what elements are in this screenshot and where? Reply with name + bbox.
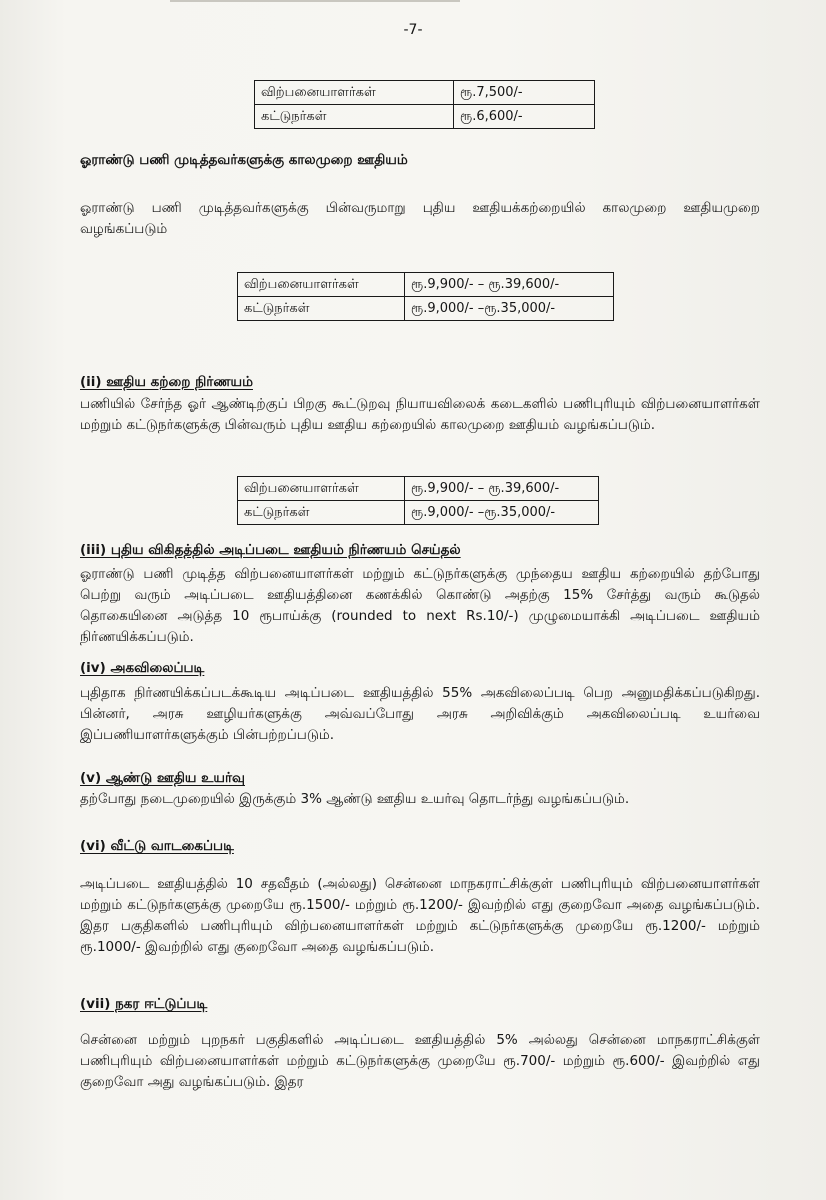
table-cell-value: ரூ.7,500/- xyxy=(454,81,595,105)
salary-table-one-year xyxy=(237,272,614,321)
table-row xyxy=(238,297,614,321)
section-heading-one-year: ஓராண்டு பணி முடித்தவர்களுக்கு காலமுறை ஊதியம் xyxy=(80,152,408,168)
table-cell-label: கட்டுநர்கள் xyxy=(238,297,405,321)
salary-table-pay-scale xyxy=(237,476,599,525)
table-row xyxy=(238,501,599,525)
table-cell-value: ரூ.9,900/- – ரூ.39,600/- xyxy=(405,477,599,501)
section-heading-iii: (iii) புதிய விகிதத்தில் அடிப்படை ஊதியம் நிர்ணயம் செய்தல் xyxy=(80,542,461,558)
section-text-one-year: ஓராண்டு பணி முடித்தவர்களுக்கு பின்வருமாறு புதிய ஊதியக்கற்றையில் காலமுறை ஊதியமுறை வழங்கப்படும் xyxy=(80,200,760,237)
section-text-iv: புதிதாக நிர்ணயிக்கப்படக்கூடிய அடிப்படை ஊதியத்தில் 55% அகவிலைப்படி பெற அனுமதிக்கப்படுகிறது. பின்னர், அரசு ஊழியர்களுக்கு அவ்வப்போது அரசு அறிவிக்கும் அகவிலைப்படி உயர்வை இப்பணியாளர்களுக்கும் பின்பற்றப்படும். xyxy=(80,685,760,743)
table-cell-value: ரூ.9,900/- – ரூ.39,600/- xyxy=(405,273,614,297)
section-heading-ii: (ii) ஊதிய கற்றை நிர்ணயம் xyxy=(80,374,253,390)
section-heading-iv: (iv) அகவிலைப்படி xyxy=(80,660,205,676)
table-row xyxy=(238,477,599,501)
table-row xyxy=(238,273,614,297)
table-row xyxy=(255,105,595,129)
table-cell-label: கட்டுநர்கள் xyxy=(255,105,454,129)
table-cell-value: ரூ.6,600/- xyxy=(454,105,595,129)
table-cell-label: விற்பனையாளர்கள் xyxy=(238,477,405,501)
table-cell-label: விற்பனையாளர்கள் xyxy=(238,273,405,297)
section-heading-vii: (vii) நகர ஈட்டுப்படி xyxy=(80,996,208,1012)
table-cell-value: ரூ.9,000/- –ரூ.35,000/- xyxy=(405,501,599,525)
section-heading-v: (v) ஆண்டு ஊதிய உயர்வு xyxy=(80,770,245,786)
page-number: -7- xyxy=(403,22,423,38)
section-text-ii: பணியில் சேர்ந்த ஓர் ஆண்டிற்குப் பிறகு கூட்டுறவு நியாயவிலைக் கடைகளில் பணிபுரியும் விற்பனையாளர்கள் மற்றும் கட்டுநர்களுக்கு பின்வரும் புதிய ஊதிய கற்றையில் காலமுறை ஊதியம் வழங்கப்படும். xyxy=(80,396,760,433)
table-cell-label: விற்பனையாளர்கள் xyxy=(255,81,454,105)
section-heading-vi: (vi) வீட்டு வாடகைப்படி xyxy=(80,838,234,854)
section-text-v: தற்போது நடைமுறையில் இருக்கும் 3% ஆண்டு ஊதிய உயர்வு தொடர்ந்து வழங்கப்படும். xyxy=(80,791,630,807)
salary-table-initial xyxy=(254,80,595,129)
section-text-vii: சென்னை மற்றும் புறநகர் பகுதிகளில் அடிப்படை ஊதியத்தில் 5% அல்லது சென்னை மாநகராட்சிக்குள் பணிபுரியும் விற்பனையாளர்கள் மற்றும் கட்டுநர்களுக்கு முறையே ரூ.700/- மற்றும் ரூ.600/- இவற்றில் எது குறைவோ அது வழங்கப்படும். இதர xyxy=(80,1032,760,1090)
table-cell-label: கட்டுநர்கள் xyxy=(238,501,405,525)
section-text-iii: ஓராண்டு பணி முடித்த விற்பனையாளர்கள் மற்றும் கட்டுநர்களுக்கு முந்தைய ஊதிய கற்றையில் தற்போது பெற்று வரும் அடிப்படை ஊதியத்தினை கணக்கில் கொண்டு அதற்கு 15% சேர்த்து வரும் கூடுதல் தொகையினை அடுத்த 10 ரூபாய்க்கு (rounded to next Rs.10/-) முழுமையாக்கி அடிப்படை ஊதியம் நிர்ணயிக்கப்படும். xyxy=(80,566,760,645)
section-text-vi: அடிப்படை ஊதியத்தில் 10 சதவீதம் (அல்லது) சென்னை மாநகராட்சிக்குள் பணிபுரியும் விற்பனையாளர்கள் மற்றும் கட்டுநர்களுக்கு முறையே ரூ.1500/- மற்றும் ரூ.1200/- இவற்றில் எது குறைவோ அதை வழங்கப்படும். இதர பகுதிகளில் பணிபுரியும் விற்பனையாளர்கள் மற்றும் கட்டுநர்களுக்கு முறையே ரூ.1200/- மற்றும் ரூ.1000/- இவற்றில் எது குறைவோ அதை வழங்கப்படும். xyxy=(80,876,760,955)
table-cell-value: ரூ.9,000/- –ரூ.35,000/- xyxy=(405,297,614,321)
scan-edge-line xyxy=(170,0,460,2)
table-row xyxy=(255,81,595,105)
